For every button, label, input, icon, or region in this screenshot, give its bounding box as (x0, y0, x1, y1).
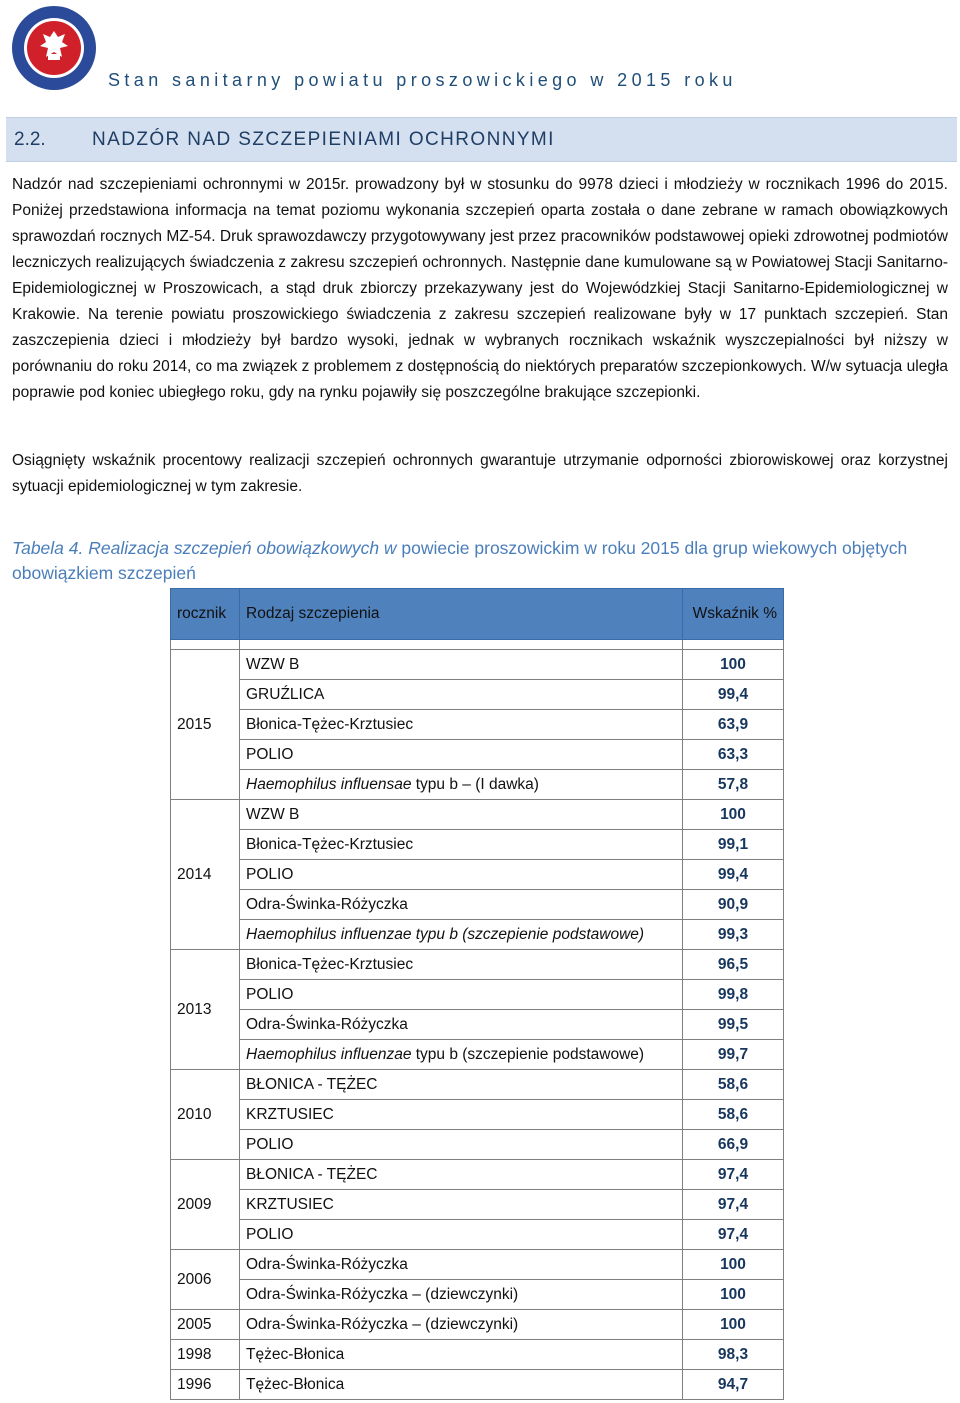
year-cell: 2009 (171, 1160, 240, 1250)
rate-cell: 90,9 (683, 890, 784, 920)
section-heading-bar (6, 117, 957, 162)
table-row (171, 710, 784, 740)
intro-paragraph: Nadzór nad szczepieniami ochronnymi w 2015r. prowadzony był w stosunku do 9978 dzieci i młodzieży w rocznikach 1996 do 2015. Poniżej przedstawiona informacja na temat poziomu wykonania szczepień oparta została o dane zebrane w ramach obowiązkowych sprawozdań rocznych MZ-54. Druk sprawozdawczy przygotowywany jest przez pracowników podstawowej opieki zdrowotnej podmiotów leczniczych realizujących świadczenia z zakresu szczepień ochronnych. Następnie dane kumulowane są w Powiatowej Stacji Sanitarno-Epidemiologicznej w Proszowicach, a stąd druk zbiorczy przekazywany jest do Wojewódzkiej Stacji Sanitarno-Epidemiologicznej w Krakowie. Na terenie powiatu proszowickiego świadczenia z zakresu szczepień realizowane były w 17 punktach szczepień. Stan zaszczepienia dzieci i młodzieży był bardzo wysoki, jednak w wybranych rocznikach wskaźnik wyszczepialności był niższy w porównaniu do roku 2014, co ma związek z problemem z dostępnością do niektórych preparatów szczepionkowych. W/w sytuacja uległa poprawie pod koniec ubiegłego roku, gdy na rynku pojawiły się poszczególne brakujące szczepionki. (12, 176, 948, 401)
table-row (171, 1040, 784, 1070)
spacer-cell (171, 640, 240, 650)
table-row (171, 830, 784, 860)
vaccine-type-cell: POLIO (240, 860, 683, 890)
rate-cell: 57,8 (683, 770, 784, 800)
table-row (171, 920, 784, 950)
year-cell: 2006 (171, 1250, 240, 1310)
vaccine-type-cell: POLIO (240, 1130, 683, 1160)
vaccine-type-cell: Odra-Świnka-Różyczka (240, 890, 683, 920)
vaccine-type-cell (240, 1040, 683, 1070)
table-row (171, 680, 784, 710)
vaccine-type-cell: GRUŹLICA (240, 680, 683, 710)
table-row (171, 1190, 784, 1220)
header-rate: Wskaźnik % (683, 589, 784, 640)
vaccine-type-cell: KRZTUSIEC (240, 1190, 683, 1220)
year-cell: 2015 (171, 650, 240, 800)
rate-cell: 63,3 (683, 740, 784, 770)
table-row (171, 1100, 784, 1130)
vaccine-type-cell: Odra-Świnka-Różyczka – (dziewczynki) (240, 1280, 683, 1310)
table-row (171, 1010, 784, 1040)
rate-cell: 66,9 (683, 1130, 784, 1160)
table-row (171, 890, 784, 920)
rate-cell: 97,4 (683, 1220, 784, 1250)
vaccine-type-cell: WZW B (240, 650, 683, 680)
table-row (171, 1340, 784, 1370)
table-row (171, 1370, 784, 1400)
rate-cell: 97,4 (683, 1190, 784, 1220)
vaccine-type-italic: Haemophilus influenzae typu b (szczepienie podstawowe) (246, 925, 645, 943)
vaccine-type-cell: Tężec-Błonica (240, 1370, 683, 1400)
rate-cell: 98,3 (683, 1340, 784, 1370)
vaccine-type-rest: typu b – (I dawka) (411, 775, 539, 793)
rate-cell: 94,7 (683, 1370, 784, 1400)
vaccine-type-rest: typu b (szczepienie podstawowe) (411, 1045, 645, 1063)
table-header-row (171, 589, 784, 640)
vaccine-type-cell: Odra-Świnka-Różyczka (240, 1250, 683, 1280)
table-caption (12, 536, 952, 586)
table-caption-italic: Tabela 4. Realizacja szczepień obowiązkowych w (12, 538, 397, 558)
table-row (171, 1130, 784, 1160)
table-row (171, 980, 784, 1010)
vaccine-type-cell: Odra-Świnka-Różyczka (240, 1010, 683, 1040)
spacer-cell (683, 640, 784, 650)
rate-cell: 99,5 (683, 1010, 784, 1040)
table-row (171, 740, 784, 770)
vaccine-type-cell (240, 920, 683, 950)
table-row (171, 1310, 784, 1340)
rate-cell: 63,9 (683, 710, 784, 740)
year-cell: 2014 (171, 800, 240, 950)
rate-cell: 99,7 (683, 1040, 784, 1070)
vaccination-table (170, 588, 784, 1400)
table-row (171, 860, 784, 890)
vaccine-type-italic: Haemophilus influenzae (246, 1045, 412, 1063)
rate-cell: 58,6 (683, 1100, 784, 1130)
rate-cell: 96,5 (683, 950, 784, 980)
sanepid-eagle-logo-icon (10, 4, 98, 92)
conclusion-paragraph: Osiągnięty wskaźnik procentowy realizacji szczepień ochronnych gwarantuje utrzymanie odporności zbiorowiskowej oraz korzystnej sytuacji epidemiologicznej w tym zakresie. (12, 452, 948, 495)
table-row (171, 770, 784, 800)
spacer-cell (240, 640, 683, 650)
section-number: 2.2. (14, 129, 46, 150)
rate-cell: 97,4 (683, 1160, 784, 1190)
vaccine-type-cell: Błonica-Tężec-Krztusiec (240, 830, 683, 860)
vaccine-type-cell: Tężec-Błonica (240, 1340, 683, 1370)
table-row (171, 1070, 784, 1100)
document-running-title: Stan sanitarny powiatu proszowickiego w 2015 roku (108, 70, 737, 90)
header-year: rocznik (171, 589, 240, 640)
table-row (171, 1160, 784, 1190)
year-cell: 1998 (171, 1340, 240, 1370)
table-spacer-row (171, 640, 784, 650)
rate-cell: 100 (683, 1280, 784, 1310)
vaccine-type-cell (240, 770, 683, 800)
rate-cell: 100 (683, 800, 784, 830)
table-row (171, 950, 784, 980)
vaccine-type-cell: WZW B (240, 800, 683, 830)
table-caption-rest: powiecie proszowickim w roku 2015 dla grup wiekowych objętych obowiązkiem szczepień (12, 538, 908, 583)
year-cell: 1996 (171, 1370, 240, 1400)
vaccine-type-cell: KRZTUSIEC (240, 1100, 683, 1130)
vaccine-type-cell: BŁONICA - TĘŻEC (240, 1070, 683, 1100)
section-title: NADZÓR NAD SZCZEPIENIAMI OCHRONNYMI (92, 129, 555, 150)
header-vaccine-type: Rodzaj szczepienia (240, 589, 683, 640)
rate-cell: 100 (683, 1250, 784, 1280)
year-cell: 2005 (171, 1310, 240, 1340)
vaccine-type-cell: Odra-Świnka-Różyczka – (dziewczynki) (240, 1310, 683, 1340)
table-row (171, 1250, 784, 1280)
vaccine-type-cell: BŁONICA - TĘŻEC (240, 1160, 683, 1190)
vaccine-type-cell: POLIO (240, 980, 683, 1010)
vaccine-type-cell: Błonica-Tężec-Krztusiec (240, 950, 683, 980)
year-cell: 2010 (171, 1070, 240, 1160)
rate-cell: 99,4 (683, 680, 784, 710)
table-row (171, 1280, 784, 1310)
vaccine-type-cell: Błonica-Tężec-Krztusiec (240, 710, 683, 740)
table-row (171, 1220, 784, 1250)
vaccine-type-italic: Haemophilus influensae (246, 775, 412, 793)
rate-cell: 99,3 (683, 920, 784, 950)
rate-cell: 99,8 (683, 980, 784, 1010)
rate-cell: 99,1 (683, 830, 784, 860)
table-body (171, 640, 784, 1400)
rate-cell: 99,4 (683, 860, 784, 890)
rate-cell: 100 (683, 650, 784, 680)
table-row (171, 800, 784, 830)
year-cell: 2013 (171, 950, 240, 1070)
vaccine-type-cell: POLIO (240, 740, 683, 770)
vaccine-type-cell: POLIO (240, 1220, 683, 1250)
rate-cell: 58,6 (683, 1070, 784, 1100)
rate-cell: 100 (683, 1310, 784, 1340)
table-row (171, 650, 784, 680)
